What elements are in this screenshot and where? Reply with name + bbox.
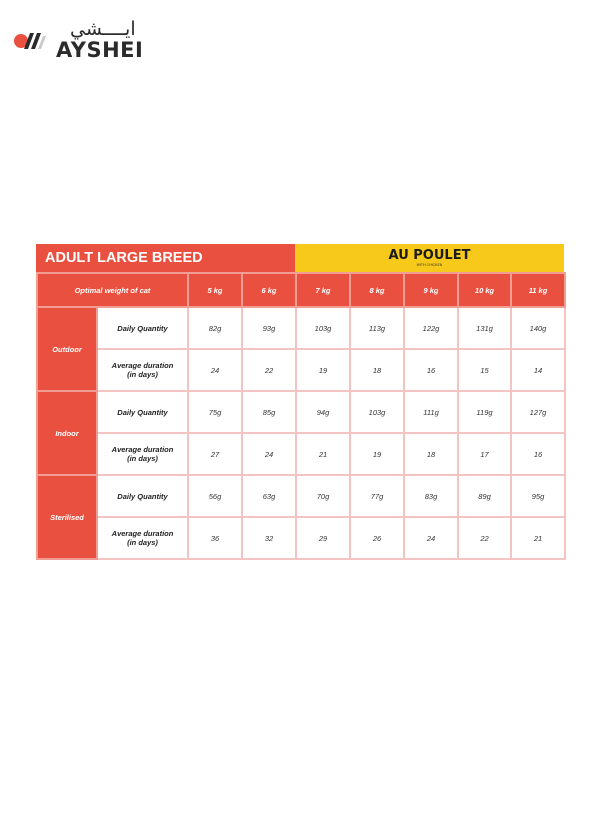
table-row [37,475,565,517]
value-cell: 85g [242,391,296,433]
value-cell: 63g [242,475,296,517]
table-title: ADULT LARGE BREED [36,244,295,272]
weight-cell: 6 kg [242,273,296,307]
value-cell: 24 [188,349,242,391]
value-cell: 83g [404,475,458,517]
value-cell: 127g [511,391,565,433]
row-label: Daily Quantity [97,307,188,349]
logo-arabic-text: ايــــشي [70,18,136,40]
value-cell: 77g [350,475,404,517]
value-cell: 24 [242,433,296,475]
weight-cell: 7 kg [296,273,350,307]
table-row [37,349,565,391]
logo-latin-text: AYSHEI [56,38,144,62]
value-cell: 15 [458,349,511,391]
value-cell: 18 [404,433,458,475]
value-cell: 70g [296,475,350,517]
flavour-title: AU POULET [388,248,471,263]
value-cell: 16 [404,349,458,391]
value-cell: 14 [511,349,565,391]
value-cell: 22 [242,349,296,391]
value-cell: 27 [188,433,242,475]
weight-header-row [37,273,565,307]
value-cell: 113g [350,307,404,349]
value-cell: 94g [296,391,350,433]
value-cell: 22 [458,517,511,559]
value-cell: 122g [404,307,458,349]
value-cell: 56g [188,475,242,517]
weight-cell: 9 kg [404,273,458,307]
flavour-banner [295,244,564,272]
weight-cell: 8 kg [350,273,404,307]
value-cell: 18 [350,349,404,391]
row-label: Average duration (in days) [97,517,188,559]
value-cell: 26 [350,517,404,559]
value-cell: 103g [296,307,350,349]
value-cell: 140g [511,307,565,349]
weight-cell: 5 kg [188,273,242,307]
value-cell: 24 [404,517,458,559]
value-cell: 29 [296,517,350,559]
value-cell: 131g [458,307,511,349]
table-header [36,244,564,272]
ayshei-logo-mark-icon [12,26,48,56]
feeding-grid [36,272,566,560]
flavour-subtitle: WITH CHICKEN [416,263,443,267]
value-cell: 36 [188,517,242,559]
row-label: Daily Quantity [97,475,188,517]
feeding-table [36,244,564,560]
value-cell: 95g [511,475,565,517]
value-cell: 103g [350,391,404,433]
value-cell: 21 [511,517,565,559]
row-label: Daily Quantity [97,391,188,433]
value-cell: 75g [188,391,242,433]
ayshei-logo [12,18,142,62]
value-cell: 21 [296,433,350,475]
value-cell: 111g [404,391,458,433]
value-cell: 119g [458,391,511,433]
weight-cell: 10 kg [458,273,511,307]
table-row [37,307,565,349]
value-cell: 93g [242,307,296,349]
value-cell: 82g [188,307,242,349]
group-label: Outdoor [37,307,97,391]
table-row [37,433,565,475]
value-cell: 19 [350,433,404,475]
row-label: Average duration (in days) [97,433,188,475]
group-label: Sterilised [37,475,97,559]
value-cell: 19 [296,349,350,391]
table-row [37,391,565,433]
group-label: Indoor [37,391,97,475]
weight-cell: 11 kg [511,273,565,307]
value-cell: 16 [511,433,565,475]
row-label: Average duration (in days) [97,349,188,391]
value-cell: 89g [458,475,511,517]
value-cell: 32 [242,517,296,559]
weight-header-label: Optimal weight of cat [37,273,188,307]
value-cell: 17 [458,433,511,475]
table-row [37,517,565,559]
